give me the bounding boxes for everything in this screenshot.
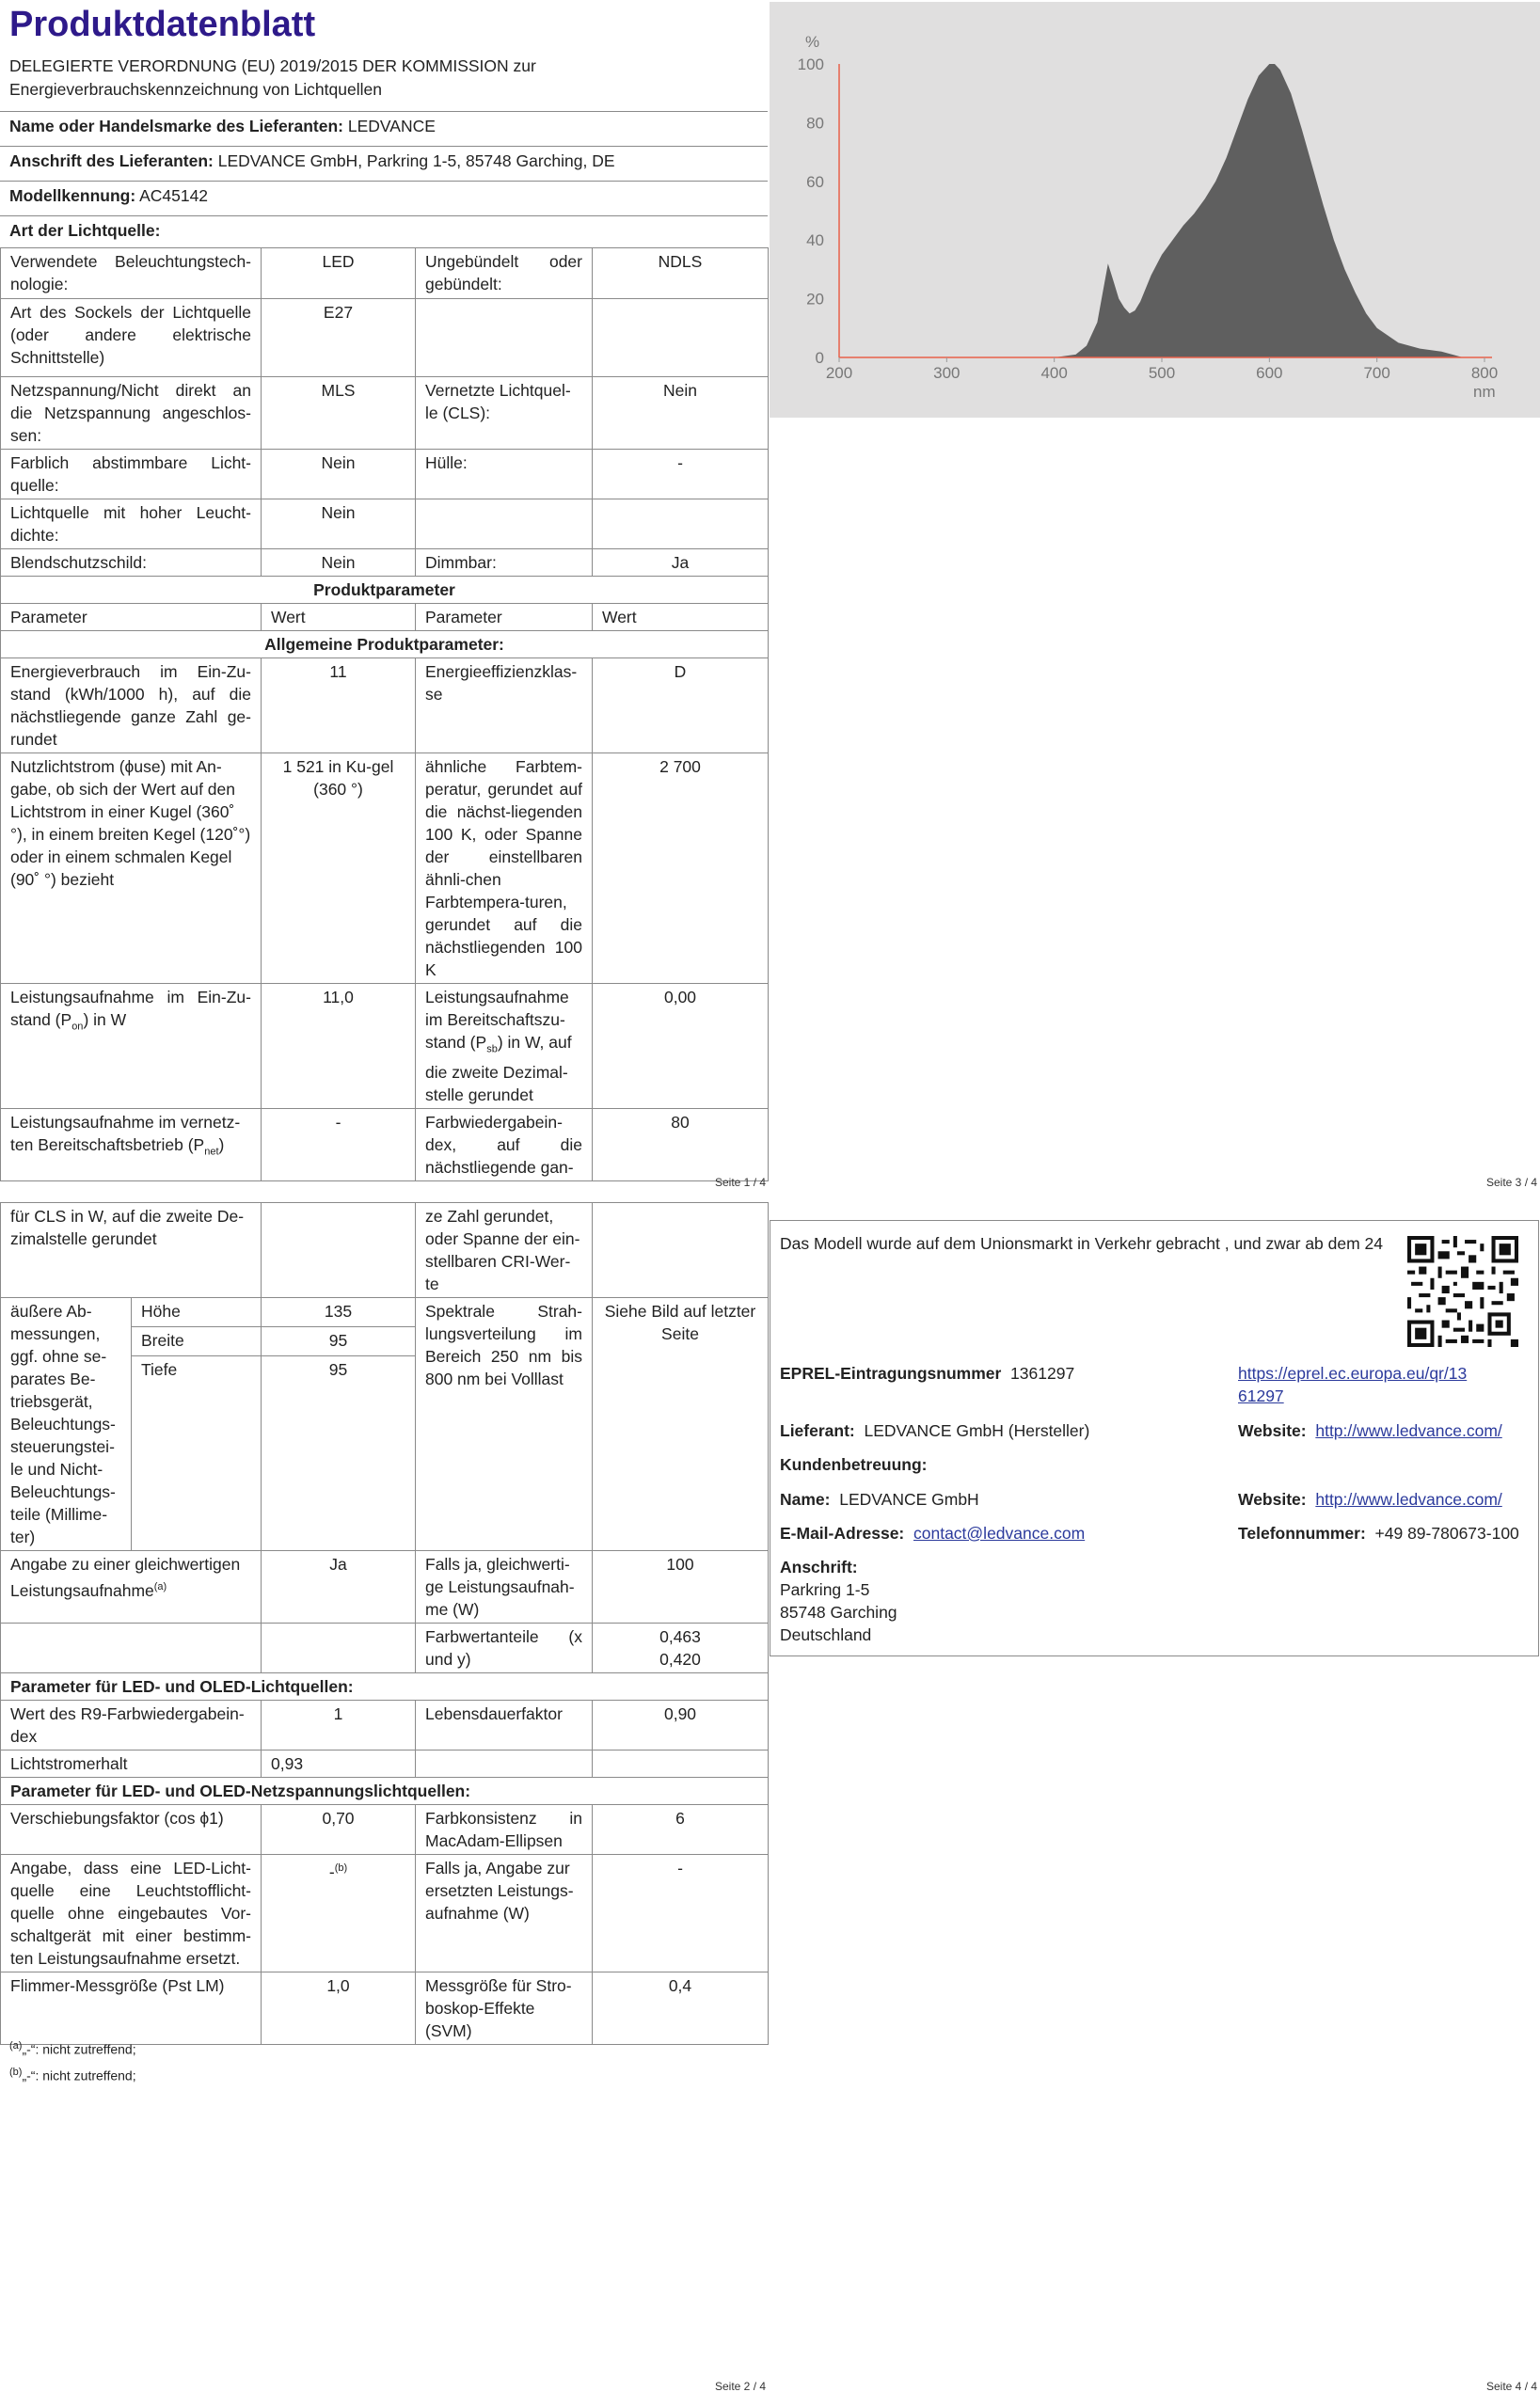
- supplier-label: Lieferant:: [780, 1421, 855, 1440]
- address-line: 85748 Garching: [780, 1603, 897, 1622]
- y-tick-label: 100: [797, 55, 824, 73]
- table-cell: Energieverbrauch im Ein-Zu-stand (kWh/1000 h), auf die nächstliegende ganze Zahl ge-rundet: [1, 658, 262, 753]
- website-row: [1238, 1419, 1502, 1442]
- table-cell: Verwendete Beleuchtungstech-nologie:: [1, 248, 262, 299]
- website2-row: [1238, 1488, 1502, 1511]
- table-cell: Farbwiedergabein-dex, auf die nächstliegende gan-: [416, 1108, 593, 1180]
- table-cell: Angabe zu einer gleichwertigen Leistungsaufnahme$^{(a)}$: [1, 1551, 262, 1624]
- column-header: Wert: [593, 604, 769, 631]
- table-cell: 0,93: [262, 1751, 416, 1778]
- column-header: Parameter: [1, 604, 262, 631]
- table-cell: Wert des R9-Farbwiedergabein-dex: [1, 1701, 262, 1751]
- table-cell: 1,0: [262, 1972, 416, 2045]
- table-cell: [416, 1751, 593, 1778]
- website-link[interactable]: http://www.ledvance.com/: [1315, 1421, 1502, 1440]
- table-row: [1, 658, 769, 753]
- table-cell: Leistungsaufnahme im Ein-Zu-stand $(P_{on})$ in W: [1, 984, 262, 1109]
- table-row: [1, 1108, 769, 1180]
- supplier-address: LEDVANCE GmbH, Parkring 1-5, 85748 Garching, DE: [217, 151, 615, 170]
- supplier-name-label: Name oder Handelsmarke des Lieferanten:: [9, 117, 343, 135]
- table-cell: NDLS: [593, 248, 769, 299]
- page-number: Seite 1 / 4: [715, 1176, 767, 1189]
- table-cell: 1 521 in Ku-gel (360 °): [262, 753, 416, 984]
- address-line: Parkring 1-5: [780, 1580, 870, 1599]
- table-row: [1, 499, 769, 549]
- table-row: [1, 1701, 769, 1751]
- spectral-distribution-chart: [770, 2, 1540, 418]
- table-cell: [1, 1624, 262, 1673]
- table-cell: 0,4: [593, 1972, 769, 2045]
- name-row: [780, 1488, 979, 1511]
- table-row: [1, 450, 769, 499]
- x-tick-label: 500: [1148, 364, 1176, 382]
- email-link[interactable]: contact@ledvance.com: [913, 1524, 1086, 1543]
- table-cell: Spektrale Strah-lungsverteilung im Bereich 250 nm bis 800 nm bei Volllast: [416, 1298, 593, 1551]
- table-cell: Tiefe: [132, 1356, 262, 1551]
- document-title: Produktdatenblatt: [9, 5, 316, 44]
- y-tick-label: 80: [806, 114, 824, 133]
- table-row: [1, 248, 769, 299]
- email-row: [780, 1522, 1085, 1545]
- table-cell: -: [593, 1855, 769, 1972]
- table-cell: E27: [262, 299, 416, 377]
- table-cell: 0,463 0,420: [593, 1624, 769, 1673]
- supplier-name: LEDVANCE: [347, 117, 436, 135]
- column-header: Parameter: [416, 604, 593, 631]
- section-heading: Allgemeine Produktparameter:: [1, 631, 769, 658]
- address-line: Deutschland: [780, 1625, 872, 1644]
- y-tick-label: 60: [806, 172, 824, 191]
- model-label: Modellkennung:: [9, 186, 136, 205]
- table-cell: MLS: [262, 377, 416, 450]
- page2-table: [0, 1202, 769, 2045]
- x-tick-label: 600: [1256, 364, 1283, 382]
- table-row: [1, 753, 769, 984]
- table-row: [1, 984, 769, 1109]
- table-cell: ze Zahl gerundet, oder Spanne der ein-stellbaren CRI-Wer-te: [416, 1203, 593, 1298]
- website2-link[interactable]: http://www.ledvance.com/: [1315, 1490, 1502, 1509]
- supplier-info-panel: [770, 1220, 1539, 1656]
- table-cell: 95: [262, 1327, 416, 1356]
- table-cell: -: [593, 450, 769, 499]
- table-row: [1, 1203, 769, 1298]
- market-date-text: Das Modell wurde auf dem Unionsmarkt in Verkehr gebracht , und zwar ab dem 24: [780, 1234, 1384, 1253]
- table-cell: Ja: [593, 549, 769, 577]
- table-cell: Ja: [262, 1551, 416, 1624]
- table-row: [1, 1805, 769, 1855]
- table-cell: Höhe: [132, 1298, 262, 1327]
- phone-label: Telefonnummer:: [1238, 1524, 1366, 1543]
- table-cell: Breite: [132, 1327, 262, 1356]
- table-cell: [593, 1203, 769, 1298]
- name-value: LEDVANCE GmbH: [839, 1490, 979, 1509]
- table-cell: 2 700: [593, 753, 769, 984]
- table-cell: 95: [262, 1356, 416, 1551]
- table-cell: LED: [262, 248, 416, 299]
- table-cell: Verschiebungsfaktor (cos ϕ1): [1, 1805, 262, 1855]
- table-cell: Lichtstromerhalt: [1, 1751, 262, 1778]
- table-row: [1, 577, 769, 604]
- page-number: Seite 3 / 4: [1486, 1176, 1538, 1189]
- address-heading: Anschrift:: [780, 1558, 858, 1576]
- table-row: [1, 377, 769, 450]
- y-tick-label: 40: [806, 231, 824, 250]
- footnote-b: $^{(b)}$„-“: nicht zutreffend;: [9, 2067, 136, 2083]
- regulation-subtitle: DELEGIERTE VERORDNUNG (EU) 2019/2015 DER KOMMISSION zur Energieverbrauchskennzeichnung von Lichtquellen: [9, 56, 536, 99]
- table-cell: 80: [593, 1108, 769, 1180]
- table-row: [1, 1778, 769, 1805]
- table-header-row: [1, 604, 769, 631]
- x-tick-label: 300: [933, 364, 961, 382]
- table-row: [1, 1972, 769, 2045]
- footnote-a: $^{(a)}$„-“: nicht zutreffend;: [9, 2040, 136, 2057]
- table-row: [1, 299, 769, 377]
- eprel-row: [780, 1362, 1074, 1385]
- table-cell: [416, 299, 593, 377]
- qr-code-icon[interactable]: [1407, 1236, 1518, 1347]
- table-cell: 11: [262, 658, 416, 753]
- table-cell: Nutzlichtstrom (ϕuse) mit An-gabe, ob sich der Wert auf den Lichtstrom in einer Kugel (360˚ °), in einem breiten Kegel (120˚°) oder in einem schmalen Kegel (90˚ °) bezieht: [1, 753, 262, 984]
- supplier-value: LEDVANCE GmbH (Hersteller): [864, 1421, 1090, 1440]
- page-number: Seite 2 / 4: [715, 2380, 767, 2393]
- supplier-name-row: [0, 111, 768, 146]
- supplier-address-label: Anschrift des Lieferanten:: [9, 151, 214, 170]
- table-cell: Falls ja, gleichwerti-ge Leistungsaufnah-me (W): [416, 1551, 593, 1624]
- table-cell: Nein: [593, 377, 769, 450]
- website-label: Website:: [1238, 1421, 1307, 1440]
- table-row: [1, 1855, 769, 1972]
- phone-row: [1238, 1522, 1519, 1545]
- table-cell: [593, 1751, 769, 1778]
- table-cell: Falls ja, Angabe zur ersetzten Leistungs-aufnahme (W): [416, 1855, 593, 1972]
- table-cell: Lichtquelle mit hoher Leucht-dichte:: [1, 499, 262, 549]
- table-cell: Lebensdauerfaktor: [416, 1701, 593, 1751]
- x-axis-unit: nm: [1473, 383, 1496, 401]
- table-row: [1, 1751, 769, 1778]
- spectrum-area: [1055, 64, 1463, 357]
- table-cell: Nein: [262, 499, 416, 549]
- table-cell: äußere Ab-messungen, ggf. ohne se-parates Be-triebsgerät, Beleuchtungs-steuerungstei-le und Nicht-Beleuchtungs-teile (Millime-ter): [1, 1298, 132, 1551]
- x-tick-label: 800: [1470, 364, 1499, 382]
- table-cell: Leistungsaufnahme im Bereitschaftszu-stand $(P_{sb})$ in W, auf die zweite Dezimal-stelle gerundet: [416, 984, 593, 1109]
- table-cell: -: [262, 1108, 416, 1180]
- table-cell: Ungebündelt oder gebündelt:: [416, 248, 593, 299]
- table-cell: Energieeffizienzklas-se: [416, 658, 593, 753]
- table-cell: Blendschutzschild:: [1, 549, 262, 577]
- model-id: AC45142: [139, 186, 209, 205]
- table-row: [1, 1673, 769, 1701]
- y-axis-unit: %: [805, 33, 820, 51]
- name-label: Name:: [780, 1490, 831, 1509]
- eprel-link-line-1[interactable]: https://eprel.ec.europa.eu/qr/13: [1238, 1364, 1468, 1383]
- email-label: E-Mail-Adresse:: [780, 1524, 905, 1543]
- eprel-link[interactable]: [1238, 1362, 1520, 1407]
- table-row: [1, 1298, 769, 1327]
- table-cell: 0,00: [593, 984, 769, 1109]
- table-cell: [593, 499, 769, 549]
- table-cell: 100: [593, 1551, 769, 1624]
- x-tick-label: 200: [825, 364, 853, 382]
- x-tick-label: 400: [1040, 364, 1068, 382]
- table-row: [1, 1624, 769, 1673]
- column-header: Wert: [262, 604, 416, 631]
- table-cell: Vernetzte Lichtquel-le (CLS):: [416, 377, 593, 450]
- table-cell: 0,90: [593, 1701, 769, 1751]
- eprel-label: EPREL-Eintragungsnummer: [780, 1364, 1002, 1383]
- table-cell: Netzspannung/Nicht direkt an die Netzspannung angeschlos-sen:: [1, 377, 262, 450]
- section-heading: Produktparameter: [1, 577, 769, 604]
- table-cell: 0,70: [262, 1805, 416, 1855]
- table-row: [1, 549, 769, 577]
- table-cell: ähnliche Farbtem-peratur, gerundet auf die nächst-liegenden 100 K, oder Spanne der einstellbaren ähnli-chen Farbtempera-turen, gerundet auf die nächstliegenden 100 K: [416, 753, 593, 984]
- table-cell: Nein: [262, 549, 416, 577]
- table-cell: 135: [262, 1298, 416, 1327]
- table-cell: [416, 499, 593, 549]
- y-tick-label: 0: [815, 349, 824, 367]
- table-cell: Farblich abstimmbare Licht-quelle:: [1, 450, 262, 499]
- table-cell: Farbwertanteile (x und y): [416, 1624, 593, 1673]
- y-tick-label: 20: [806, 290, 824, 309]
- table-cell: Hülle:: [416, 450, 593, 499]
- table-cell: -$^{(b)}$: [262, 1855, 416, 1972]
- eprel-link-line-2[interactable]: 61297: [1238, 1386, 1284, 1405]
- table-row: [1, 1551, 769, 1624]
- supplier-address-row: [0, 146, 768, 181]
- eprel-number: 1361297: [1010, 1364, 1075, 1383]
- supplier-row: [780, 1419, 1089, 1442]
- model-row: [0, 181, 768, 215]
- table-cell: 11,0: [262, 984, 416, 1109]
- table-cell: [262, 1624, 416, 1673]
- page1-table: [0, 247, 769, 1181]
- x-tick-label: 700: [1363, 364, 1390, 382]
- table-cell: Siehe Bild auf letzter Seite: [593, 1298, 769, 1551]
- source-type-label: Art der Lichtquelle:: [9, 221, 161, 240]
- table-cell: Nein: [262, 450, 416, 499]
- table-row: [1, 631, 769, 658]
- table-cell: für CLS in W, auf die zweite De-zimalstelle gerundet: [1, 1203, 262, 1298]
- table-cell: Art des Sockels der Lichtquelle (oder andere elektrische Schnittstelle): [1, 299, 262, 377]
- table-cell: D: [593, 658, 769, 753]
- address-block: [780, 1556, 897, 1646]
- table-cell: [262, 1203, 416, 1298]
- table-cell: Angabe, dass eine LED-Licht-quelle eine Leuchtstofflicht-quelle ohne eingebautes Vor-schaltgerät mit einer bestimm-ten Leistungsaufnahme ersetzt.: [1, 1855, 262, 1972]
- website2-label: Website:: [1238, 1490, 1307, 1509]
- phone-value: +49 89-780673-100: [1374, 1524, 1519, 1543]
- page-number: Seite 4 / 4: [1486, 2380, 1538, 2393]
- table-cell: [593, 299, 769, 377]
- table-cell: 6: [593, 1805, 769, 1855]
- table-cell: Dimmbar:: [416, 549, 593, 577]
- section-heading: Parameter für LED- und OLED-Netzspannungslichtquellen:: [1, 1778, 769, 1805]
- table-cell: Leistungsaufnahme im vernetz-ten Bereitschaftsbetrieb $(P_{net})$: [1, 1108, 262, 1180]
- customer-service-heading: Kundenbetreuung:: [780, 1455, 928, 1474]
- source-type-row: [0, 215, 768, 247]
- table-cell: Farbkonsistenz in MacAdam-Ellipsen: [416, 1805, 593, 1855]
- table-cell: Flimmer-Messgröße (Pst LM): [1, 1972, 262, 2045]
- table-cell: Messgröße für Stro-boskop-Effekte (SVM): [416, 1972, 593, 2045]
- section-heading: Parameter für LED- und OLED-Lichtquellen:: [1, 1673, 769, 1701]
- table-cell: 1: [262, 1701, 416, 1751]
- spectral-chart-panel: [770, 2, 1540, 418]
